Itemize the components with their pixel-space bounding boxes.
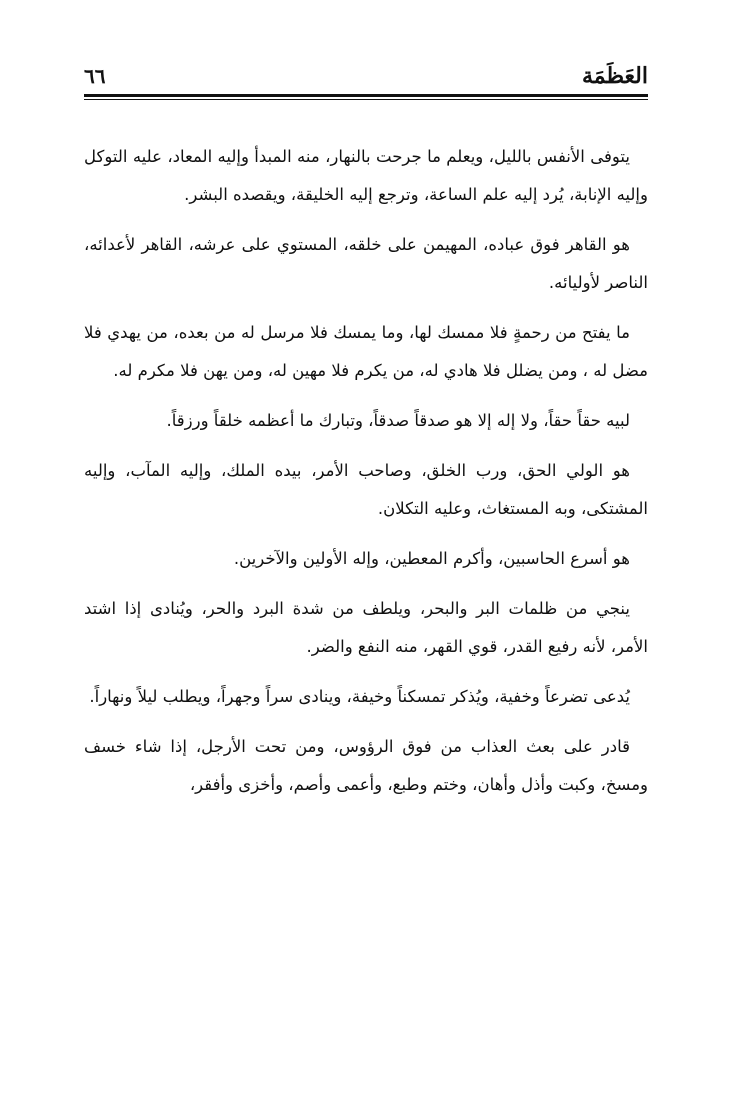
body-text bbox=[84, 138, 648, 816]
paragraph: هو الولي الحق، ورب الخلق، وصاحب الأمر، بيده الملك، وإليه المآب، وإليه المشتكى، وبه المستغاث، وعليه التكلان. bbox=[84, 461, 648, 518]
paragraph: هو القاهر فوق عباده، المهيمن على خلقه، المستوي على عرشه، القاهر لأعدائه، الناصر لأوليائه. bbox=[84, 235, 648, 292]
paragraph: هو أسرع الحاسبين، وأكرم المعطين، وإله الأولين والآخرين. bbox=[233, 549, 630, 568]
header-rule-thin bbox=[84, 99, 648, 100]
page-number: ٦٦ bbox=[84, 64, 106, 88]
paragraph: ينجي من ظلمات البر والبحر، ويلطف من شدة البرد والحر، ويُنادى إذا اشتد الأمر، لأنه رفيع القدر، قوي القهر، منه النفع والضر. bbox=[84, 599, 648, 656]
paragraph: قادر على بعث العذاب من فوق الرؤوس، ومن تحت الأرجل، إذا شاء خسف ومسخ، وكبت وأذل وأهان، وختم وطبع، وأعمى وأصم، وأخزى وأفقر، bbox=[84, 737, 648, 794]
header-rule-thick bbox=[84, 94, 648, 97]
paragraph: يتوفى الأنفس بالليل، ويعلم ما جرحت بالنهار، منه المبدأ وإليه المعاد، عليه التوكل وإليه الإنابة، يُرد إليه علم الساعة، وترجع إليه الخليقة، ويقصده البشر. bbox=[84, 147, 648, 204]
paragraph: ما يفتح من رحمةٍ فلا ممسك لها، وما يمسك فلا مرسل له من بعده، من يهدي فلا مضل له ، ومن يضلل فلا هادي له، من يكرم فلا مهين له، ومن يهن فلا مكرم له. bbox=[84, 323, 648, 380]
paragraph: يُدعى تضرعاً وخفية، ويُذكر تمسكناً وخيفة، وينادى سراً وجهراً، ويطلب ليلاً ونهاراً. bbox=[89, 687, 630, 706]
page-header bbox=[84, 58, 648, 98]
paragraph: لبيه حقاً حقاً، ولا إله إلا هو صدقاً صدقاً، وتبارك ما أعظمه خلقاً ورزقاً. bbox=[166, 411, 630, 430]
running-title: العَظَمَة bbox=[582, 63, 648, 89]
